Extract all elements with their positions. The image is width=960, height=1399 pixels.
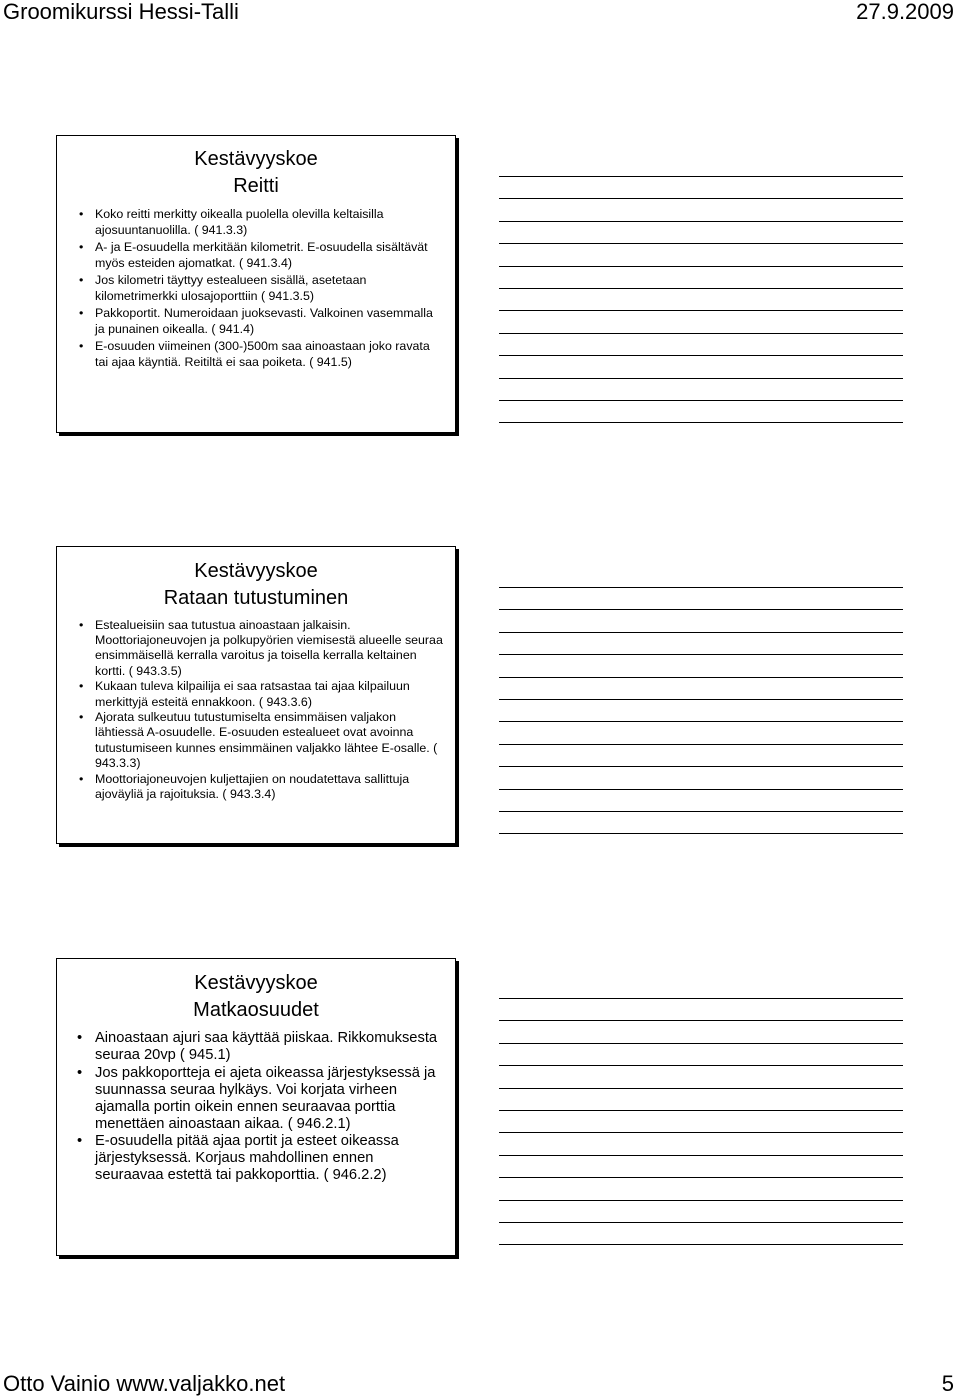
note-line [499,587,903,588]
note-line [499,1200,903,1201]
bullet-item: • Jos pakkoportteja ei ajeta oikeassa järjestyksessä ja suunnassa seuraa hylkäys. Voi korjata virheen ajamalla portin oikein ennen seuraavaa porttia menettäen ainoastaan aikaa. ( 946.2.1) [57,1065,455,1133]
bullet-list [57,1030,455,1184]
note-line [499,198,903,199]
note-line [499,1177,903,1178]
note-line [499,632,903,633]
note-line [499,378,903,379]
note-line [499,400,903,401]
slide-title-line2: Reitti [233,175,279,197]
note-line [499,766,903,767]
bullet-item: • A- ja E-osuudella merkitään kilometrit. E-osuudella sisältävät myös esteiden ajomatkat. ( 941.3.4) [57,239,455,271]
bullet-list [57,206,455,370]
note-line [499,833,903,834]
bullet-item: • Koko reitti merkitty oikealla puolella olevilla keltaisilla ajosuuntanuolilla. ( 941.3.3) [57,206,455,238]
slide-title [57,970,455,1024]
note-line [499,677,903,678]
note-line [499,1244,903,1245]
bullet-item: • Estealueisiin saa tutustua ainoastaan jalkaisin. Moottoriajoneuvojen ja polkupyörien viemisestä alueelle seuraa ensimmäisellä kerralla varoitus ja toisella kerralla keltainen kortti. ( 943.3.5) [57,618,455,679]
note-line [499,811,903,812]
bullet-list [57,618,455,802]
slide-reitti [56,135,456,433]
note-line [499,243,903,244]
note-line [499,721,903,722]
slide-title-line1: Kestävyyskoe [194,148,318,170]
note-line [499,288,903,289]
note-line [499,422,903,423]
bullet-item: • Ainoastaan ajuri saa käyttää piiskaa. Rikkomuksesta seuraa 20vp ( 945.1) [57,1030,455,1064]
note-line [499,1020,903,1021]
bullet-item: • Jos kilometri täyttyy estealueen sisällä, asetetaan kilometrimerkki ulosajoporttiin ( 941.3.5) [57,272,455,304]
note-line [499,1155,903,1156]
note-line [499,1132,903,1133]
note-line [499,998,903,999]
slide-title [57,146,455,200]
slide-title-line2: Rataan tutustuminen [163,587,349,609]
notes-lines [499,998,903,1267]
bullet-item: • Ajorata sulkeutuu tutustumiselta ensimmäisen valjakon lähtiessä A-osuudelle. E-osuuden estealueet ovat avoinna tutustumiseen kunnes ensimmäinen valjakko lähtee E-osalle. ( 943.3.3) [57,710,455,771]
document-date: 27.9.2009 [856,0,954,24]
bullet-item: • E-osuuden viimeinen (300-)500m saa ainoastaan joko ravata tai ajaa käyntiä. Reitiltä ei saa poiketa. ( 941.5) [57,338,455,370]
slide-matkaosuudet [56,958,456,1256]
note-line [499,333,903,334]
note-line [499,744,903,745]
slide-title-line2: Matkaosuudet [193,999,319,1021]
note-line [499,1043,903,1044]
page-number: 5 [941,1371,954,1396]
footer-author: Otto Vainio www.valjakko.net [3,1371,286,1396]
note-line [499,355,903,356]
bullet-item: • E-osuudella pitää ajaa portit ja esteet oikeassa järjestyksessä. Korjaus mahdollinen ennen seuraavaa estettä tai pakkoporttia. ( 946.2.2) [57,1133,455,1184]
bullet-item: • Moottoriajoneuvojen kuljettajien on noudatettava sallittuja ajoväyliä ja rajoituksia. ( 943.3.4) [57,772,455,802]
note-line [499,699,903,700]
notes-lines [499,587,903,856]
note-line [499,1088,903,1089]
document-title: Groomikurssi Hessi-Talli [3,0,239,24]
note-line [499,654,903,655]
notes-lines [499,176,903,445]
note-line [499,609,903,610]
bullet-item: • Pakkoportit. Numeroidaan juoksevasti. Valkoinen vasemmalla ja punainen oikealla. ( 941.4) [57,305,455,337]
slide-title-line1: Kestävyyskoe [194,972,318,994]
note-line [499,1222,903,1223]
note-line [499,221,903,222]
note-line [499,789,903,790]
note-line [499,310,903,311]
slide-title [57,558,455,612]
slide-rataan-tutustuminen [56,546,456,844]
slide-title-line1: Kestävyyskoe [194,560,318,582]
note-line [499,1110,903,1111]
note-line [499,176,903,177]
note-line [499,266,903,267]
note-line [499,1065,903,1066]
bullet-item: • Kukaan tuleva kilpailija ei saa ratsastaa tai ajaa kilpailuun merkittyjä esteitä ennakkoon. ( 943.3.6) [57,679,455,709]
